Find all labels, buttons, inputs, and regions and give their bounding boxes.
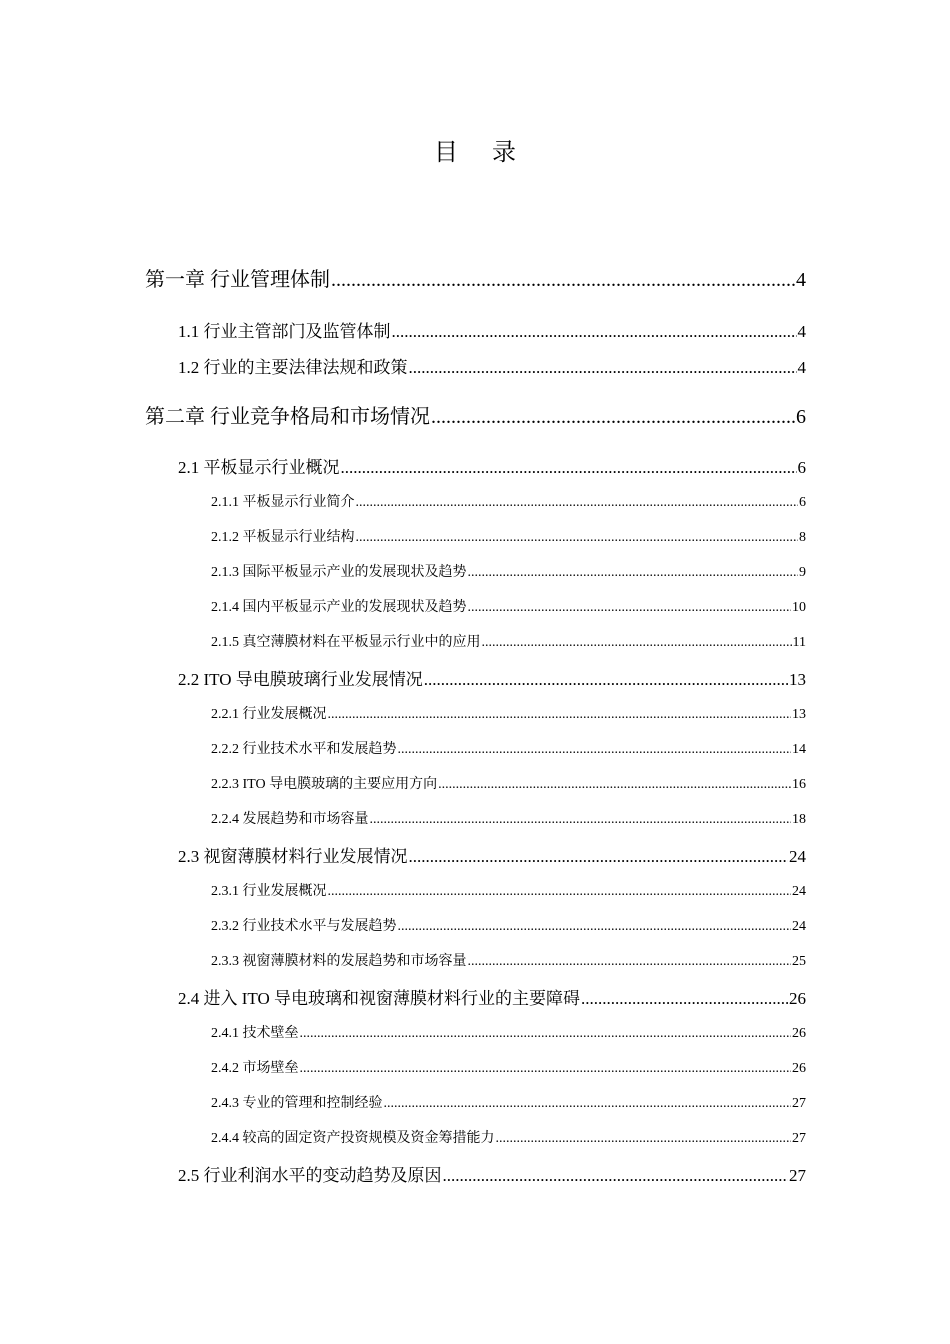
- toc-entry[interactable]: [211, 808, 806, 828]
- toc-entry[interactable]: [211, 1092, 806, 1112]
- toc-entry[interactable]: [211, 596, 806, 616]
- toc-entry-text: 2.2.1 行业发展概况: [211, 707, 327, 722]
- toc-entry-text: 2.2.2 行业技术水平和发展趋势: [211, 742, 397, 757]
- toc-page-number: 16: [792, 777, 806, 792]
- toc-page-number: 10: [792, 600, 806, 615]
- toc-leader-dots: [409, 358, 797, 378]
- toc-leader-dots: [392, 322, 797, 342]
- toc-leader-dots: [331, 269, 795, 292]
- toc-leader-dots: [384, 1096, 792, 1112]
- toc-page-number: 26: [792, 1061, 806, 1076]
- toc-entry[interactable]: [211, 950, 806, 970]
- toc-entry-text: 2.4.3 专业的管理和控制经验: [211, 1096, 383, 1111]
- toc-page-number: 24: [792, 919, 806, 934]
- toc-entry-text: 2.4.2 市场壁垒: [211, 1061, 299, 1076]
- toc-entry[interactable]: [178, 842, 806, 867]
- toc-leader-dots: [482, 635, 792, 651]
- toc-entry[interactable]: [211, 526, 806, 546]
- toc-entry-text: 2.4 进入 ITO 导电玻璃和视窗薄膜材料行业的主要障碍: [178, 989, 581, 1008]
- toc-leader-dots: [356, 530, 799, 546]
- toc-entry[interactable]: [178, 317, 806, 342]
- toc-entry[interactable]: [211, 773, 806, 793]
- toc-leader-dots: [424, 670, 788, 690]
- toc-entry-text: 2.2.4 发展趋势和市场容量: [211, 812, 369, 827]
- toc-entry[interactable]: [211, 561, 806, 581]
- toc-leader-dots: [328, 707, 792, 723]
- toc-page-number: 13: [789, 670, 806, 689]
- toc-entry-text: 2.2 ITO 导电膜玻璃行业发展情况: [178, 670, 423, 689]
- toc-page-number: 24: [789, 847, 806, 866]
- toc-page-number: 26: [792, 1026, 806, 1041]
- toc-leader-dots: [438, 777, 791, 793]
- toc-entry[interactable]: [211, 738, 806, 758]
- toc-entry[interactable]: [211, 1127, 806, 1147]
- toc-leader-dots: [341, 458, 797, 478]
- toc-page-number: 27: [792, 1131, 806, 1146]
- toc-entry-text: 2.1.4 国内平板显示产业的发展现状及趋势: [211, 600, 467, 615]
- toc-entry[interactable]: [178, 665, 806, 690]
- toc-entry-text: 2.3.2 行业技术水平与发展趋势: [211, 919, 397, 934]
- toc-page-number: 27: [792, 1096, 806, 1111]
- toc-page-number: 4: [796, 269, 806, 291]
- toc-entry-text: 2.1 平板显示行业概况: [178, 458, 340, 477]
- toc-title: 目 录: [434, 140, 530, 166]
- toc-page-number: 4: [797, 322, 806, 341]
- toc-page-number: 6: [796, 406, 806, 428]
- toc-page-number: 6: [799, 495, 806, 510]
- toc-entry[interactable]: [211, 631, 806, 651]
- toc-entry[interactable]: [211, 1022, 806, 1042]
- toc-entry-text: 2.5 行业利润水平的变动趋势及原因: [178, 1166, 442, 1185]
- toc-leader-dots: [409, 847, 789, 867]
- toc-entry[interactable]: [178, 453, 806, 478]
- toc-entry-text: 2.3.1 行业发展概况: [211, 884, 327, 899]
- toc-entry-text: 2.3 视窗薄膜材料行业发展情况: [178, 847, 408, 866]
- toc-entry[interactable]: [211, 1057, 806, 1077]
- toc-entry-text: 2.2.3 ITO 导电膜玻璃的主要应用方向: [211, 777, 438, 792]
- toc-leader-dots: [398, 919, 792, 935]
- toc-entry[interactable]: [145, 263, 806, 292]
- toc-page-number: 27: [789, 1166, 806, 1185]
- toc-page-number: 13: [792, 707, 806, 722]
- toc-entry-text: 2.1.2 平板显示行业结构: [211, 530, 355, 545]
- toc-entry-text: 2.1.1 平板显示行业简介: [211, 495, 355, 510]
- toc-entry[interactable]: [145, 400, 806, 429]
- toc-entry-text: 1.2 行业的主要法律法规和政策: [178, 358, 408, 377]
- toc-entry-text: 2.4.1 技术壁垒: [211, 1026, 299, 1041]
- toc-leader-dots: [300, 1026, 792, 1042]
- toc-page-number: 4: [797, 358, 806, 377]
- toc-entry[interactable]: [211, 915, 806, 935]
- toc-page-number: 14: [792, 742, 806, 757]
- toc-entry-text: 2.1.5 真空薄膜材料在平板显示行业中的应用: [211, 635, 481, 650]
- toc-page-number: 9: [799, 565, 806, 580]
- toc-entry[interactable]: [178, 353, 806, 378]
- toc-leader-dots: [443, 1166, 789, 1186]
- toc-entry[interactable]: [211, 880, 806, 900]
- toc-page-number: 18: [792, 812, 806, 827]
- toc-entry[interactable]: [178, 984, 806, 1009]
- toc-leader-dots: [328, 884, 792, 900]
- toc-leader-dots: [581, 989, 788, 1009]
- toc-leader-dots: [496, 1131, 792, 1147]
- toc-page-number: 11: [792, 635, 806, 650]
- toc-leader-dots: [370, 812, 792, 828]
- toc-entry-text: 2.1.3 国际平板显示产业的发展现状及趋势: [211, 565, 467, 580]
- toc-page-number: 25: [792, 954, 806, 969]
- toc-leader-dots: [398, 742, 792, 758]
- toc-entry[interactable]: [178, 1161, 806, 1186]
- toc-page-number: 24: [792, 884, 806, 899]
- toc-leader-dots: [468, 565, 799, 581]
- toc-leader-dots: [356, 495, 799, 511]
- toc-entry-text: 1.1 行业主管部门及监管体制: [178, 322, 391, 341]
- toc-leader-dots: [468, 954, 792, 970]
- toc-entry-text: 第一章 行业管理体制: [145, 269, 330, 291]
- toc-page-number: 6: [797, 458, 806, 477]
- toc-entry-text: 第二章 行业竞争格局和市场情况: [145, 406, 430, 428]
- toc-entry-text: 2.4.4 较高的固定资产投资规模及资金筹措能力: [211, 1131, 495, 1146]
- toc-entry-text: 2.3.3 视窗薄膜材料的发展趋势和市场容量: [211, 954, 467, 969]
- toc-page-number: 26: [789, 989, 806, 1008]
- toc-entry[interactable]: [211, 703, 806, 723]
- toc-page-number: 8: [799, 530, 806, 545]
- toc-entry[interactable]: [211, 491, 806, 511]
- toc-leader-dots: [431, 406, 795, 429]
- toc-leader-dots: [300, 1061, 792, 1077]
- toc-leader-dots: [468, 600, 792, 616]
